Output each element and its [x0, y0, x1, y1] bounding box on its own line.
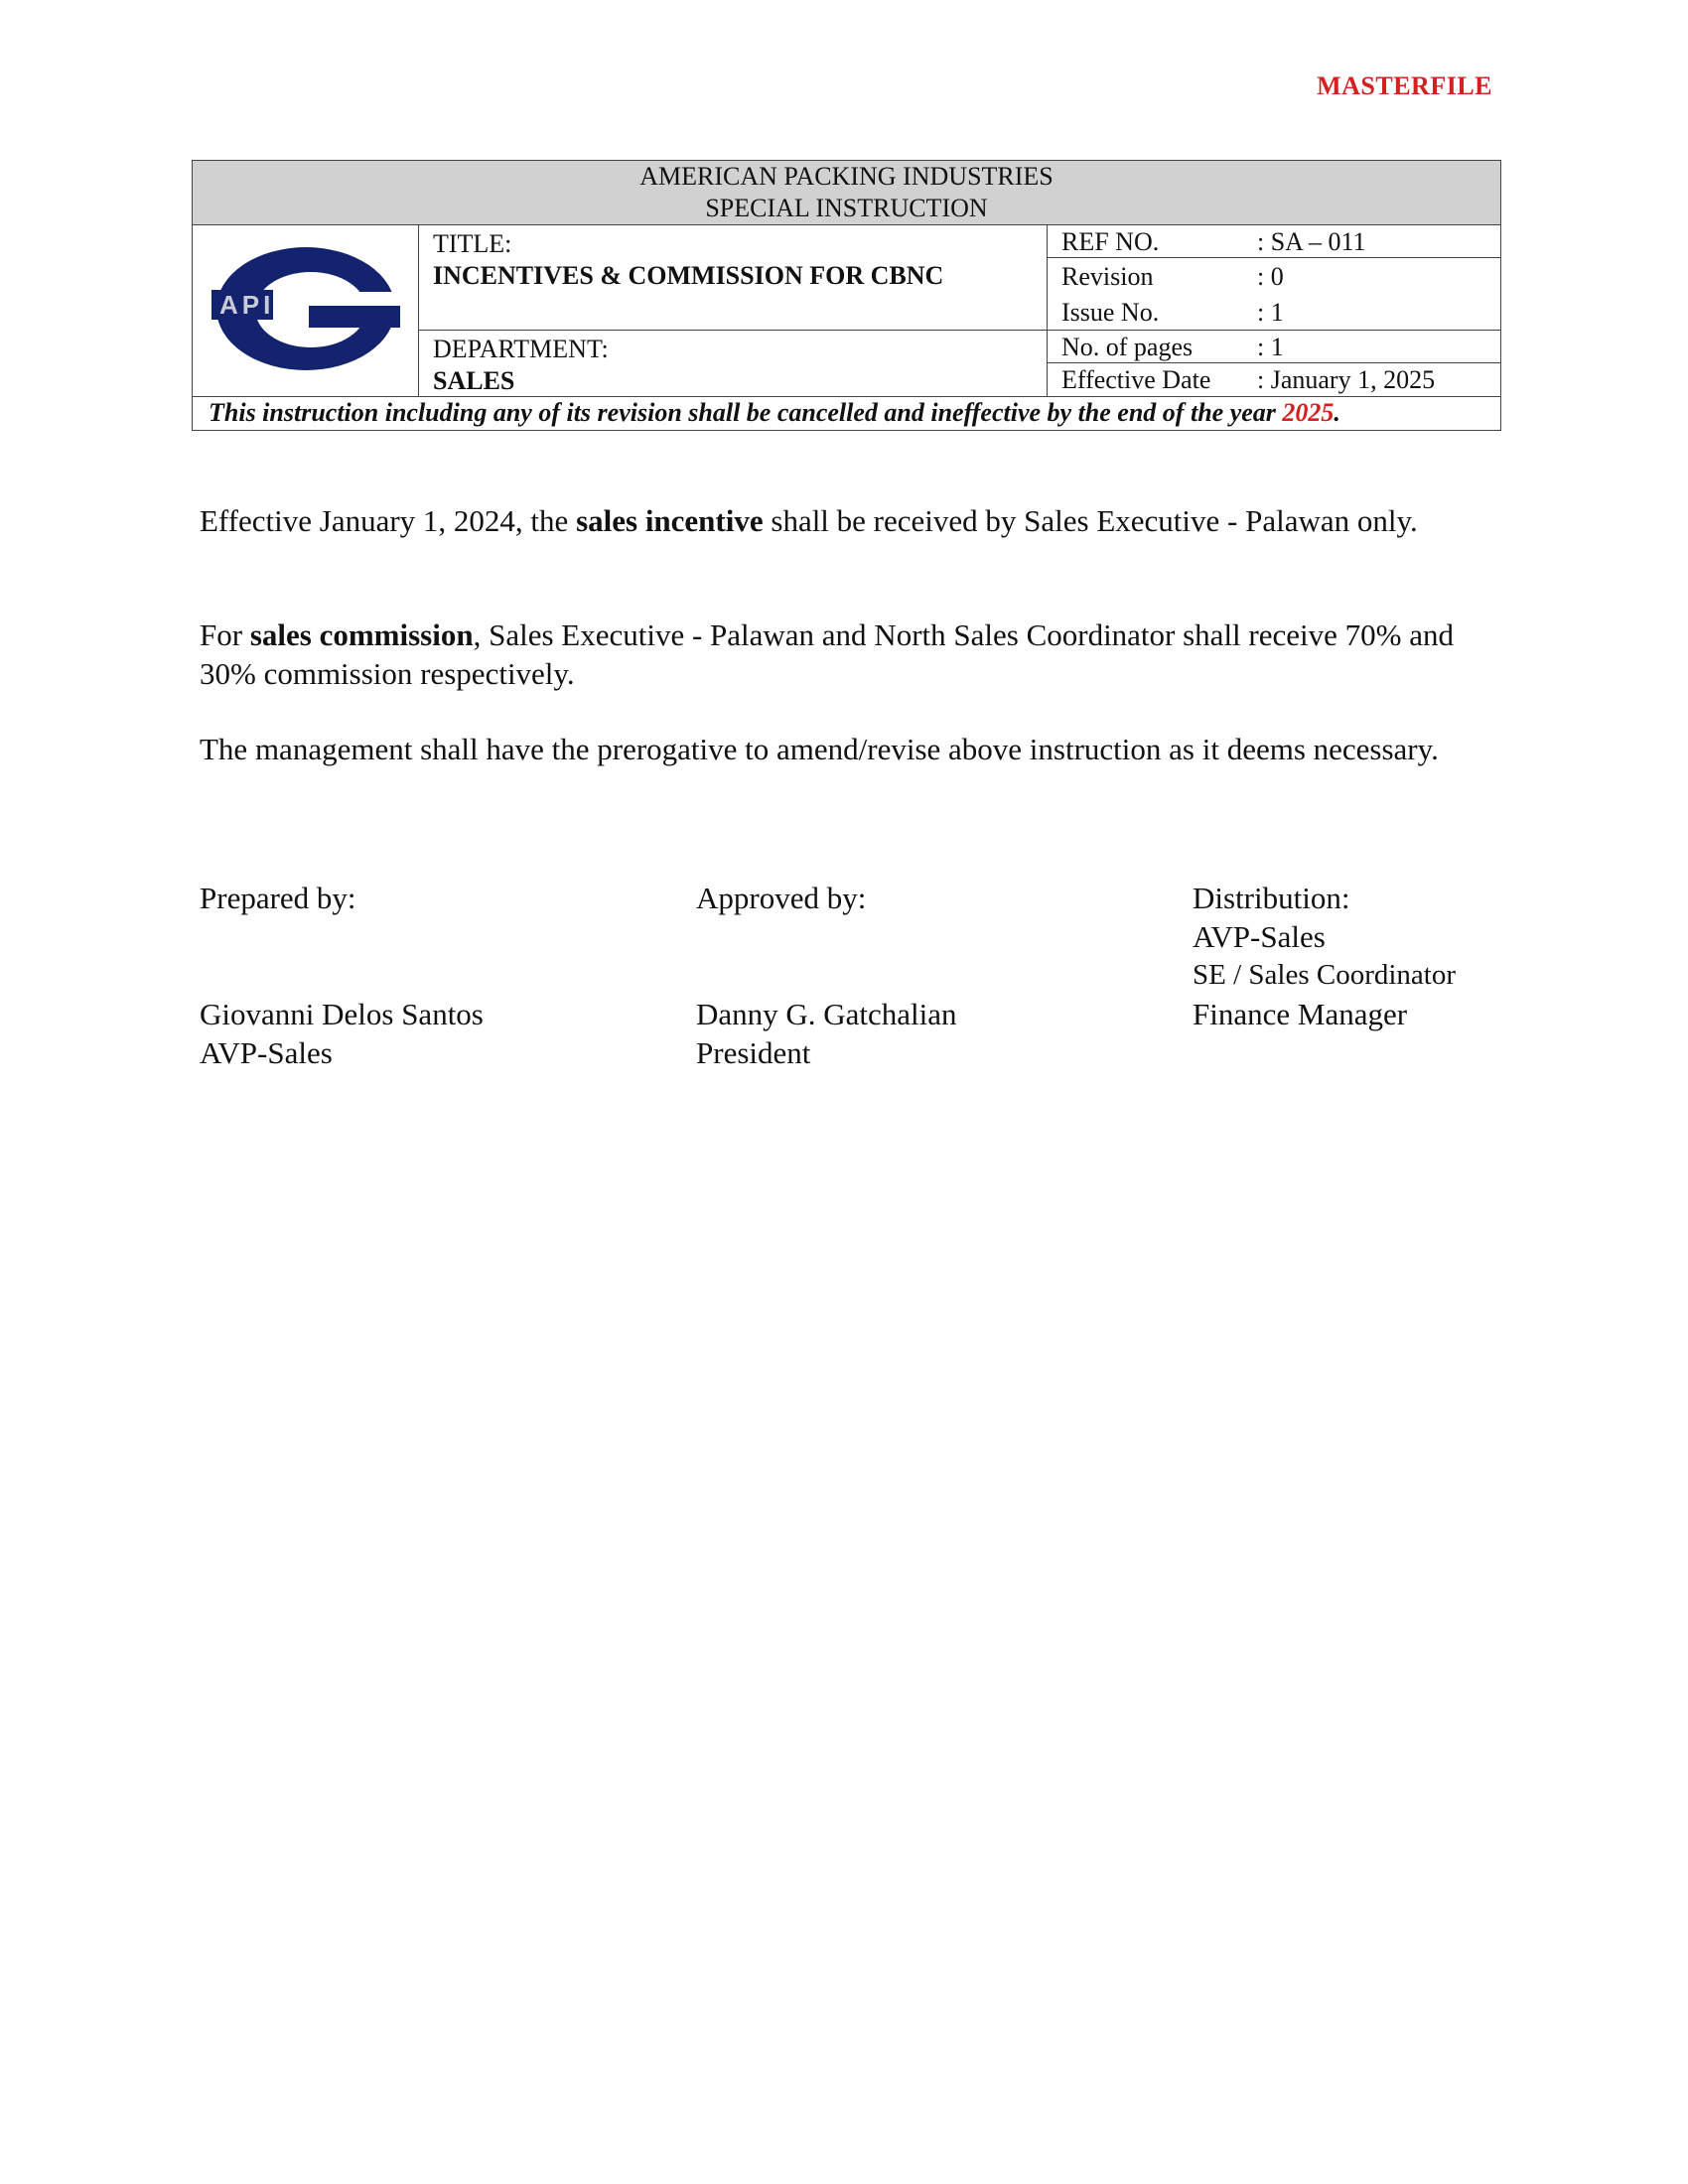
logo-text: API	[218, 289, 274, 320]
p1-text-c: shall be received by Sales Executive - Palawan only.	[763, 503, 1418, 538]
masterfile-stamp: MASTERFILE	[1317, 71, 1492, 100]
document-header-table	[192, 160, 1501, 431]
approved-by-title: President	[696, 1035, 811, 1070]
logo-cell	[193, 225, 419, 397]
prepared-by-block	[200, 879, 484, 1072]
pages-effective-block	[1048, 331, 1501, 397]
document-type: SPECIAL INSTRUCTION	[705, 194, 988, 222]
effective-date-label: Effective Date	[1061, 365, 1211, 394]
notice-year: 2025	[1282, 398, 1335, 427]
effective-date-row	[1048, 363, 1500, 395]
department-value: SALES	[433, 366, 515, 395]
revision-value: : 0	[1257, 262, 1284, 291]
revision-label: Revision	[1061, 262, 1154, 291]
ref-no-row	[1048, 225, 1500, 258]
effective-date-value: : January 1, 2025	[1257, 365, 1436, 394]
distribution-item: AVP-Sales	[1193, 919, 1326, 954]
approved-by-label: Approved by:	[696, 881, 867, 915]
distribution-label: Distribution:	[1193, 881, 1350, 915]
paragraph-management: The management shall have the prerogative to amend/revise above instruction as it deems necessary.	[200, 732, 1439, 766]
cancellation-notice	[193, 397, 1501, 431]
issue-label: Issue No.	[1061, 298, 1160, 327]
ref-block	[1048, 225, 1501, 331]
issue-row	[1048, 294, 1500, 330]
paragraph-commission	[200, 615, 1490, 693]
title-value: INCENTIVES & COMMISSION FOR CBNC	[433, 261, 944, 290]
paragraph-incentive	[200, 501, 1490, 540]
p1-bold-term: sales incentive	[576, 503, 764, 538]
company-name: AMERICAN PACKING INDUSTRIES	[639, 162, 1054, 191]
approved-by-block	[696, 879, 957, 1072]
distribution-block	[1193, 879, 1456, 1033]
revision-issue-group	[1048, 258, 1500, 330]
department-cell	[419, 331, 1048, 397]
pages-label: No. of pages	[1061, 333, 1194, 361]
distribution-item: Finance Manager	[1193, 997, 1408, 1031]
p2-text-a: For	[200, 617, 250, 652]
pages-value: : 1	[1257, 333, 1284, 361]
p2-bold-term: sales commission	[249, 617, 474, 652]
distribution-item: SE / Sales Coordinator	[1193, 959, 1457, 991]
approved-by-name: Danny G. Gatchalian	[696, 997, 957, 1031]
department-label: DEPARTMENT:	[433, 335, 609, 363]
ref-no-label: REF NO.	[1061, 227, 1160, 256]
notice-text: This instruction including any of its revision shall be cancelled and ineffective by the end of the year	[209, 398, 1283, 427]
notice-end: .	[1334, 398, 1340, 427]
issue-value: : 1	[1257, 298, 1284, 327]
p2-text-c: , Sales Executive - Palawan and North Sales Coordinator shall receive 70% and 30% commission respectively.	[200, 617, 1454, 691]
header-banner	[193, 161, 1501, 225]
prepared-by-name: Giovanni Delos Santos	[200, 997, 484, 1031]
p1-text-a: Effective January 1, 2024, the	[200, 503, 577, 538]
pages-row	[1048, 331, 1500, 363]
title-cell	[419, 225, 1048, 331]
ref-no-value: : SA – 011	[1257, 227, 1366, 256]
prepared-by-label: Prepared by:	[200, 881, 356, 915]
title-label: TITLE:	[433, 229, 512, 258]
api-logo	[211, 244, 400, 373]
prepared-by-title: AVP-Sales	[200, 1035, 333, 1070]
revision-row	[1048, 258, 1500, 294]
